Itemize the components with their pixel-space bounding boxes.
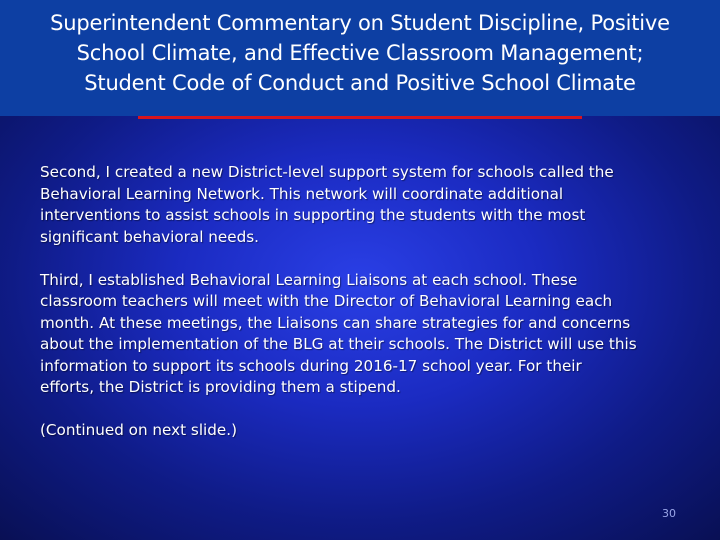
paragraph-line: significant behavioral needs. [40,227,259,246]
paragraph-second [40,162,680,248]
paragraph-line: efforts, the District is providing them a stipend. [40,378,401,396]
slide-title [0,0,720,116]
paragraph-line: Behavioral Learning Network. This network will coordinate additional [40,184,564,203]
paragraph-line: information to support its schools during 2016-17 school year. For their [40,356,582,375]
paragraph-line: interventions to assist schools in supporting the students with the most [40,206,586,224]
paragraph-line: classroom teachers will meet with the Director of Behavioral Learning each [40,292,613,310]
paragraph-line: Third, I established Behavioral Learning Liaisons at each school. These [40,270,578,289]
paragraph-third [40,270,680,399]
page-number: 30 [662,507,676,520]
title-underline-divider [138,116,582,119]
slide-body [40,162,680,442]
paragraph-line: month. At these meetings, the Liaisons can share strategies for and concerns [40,313,631,332]
title-line-1: Superintendent Commentary on Student Discipline, Positive [50,11,670,35]
title-line-3: Student Code of Conduct and Positive School Climate [84,71,636,95]
continued-note: (Continued on next slide.) [40,421,237,439]
title-line-2: School Climate, and Effective Classroom Management; [76,41,644,65]
paragraph-line: about the implementation of the BLG at their schools. The District will use this [40,335,637,353]
paragraph-line: Second, I created a new District-level support system for schools called the [40,163,614,181]
